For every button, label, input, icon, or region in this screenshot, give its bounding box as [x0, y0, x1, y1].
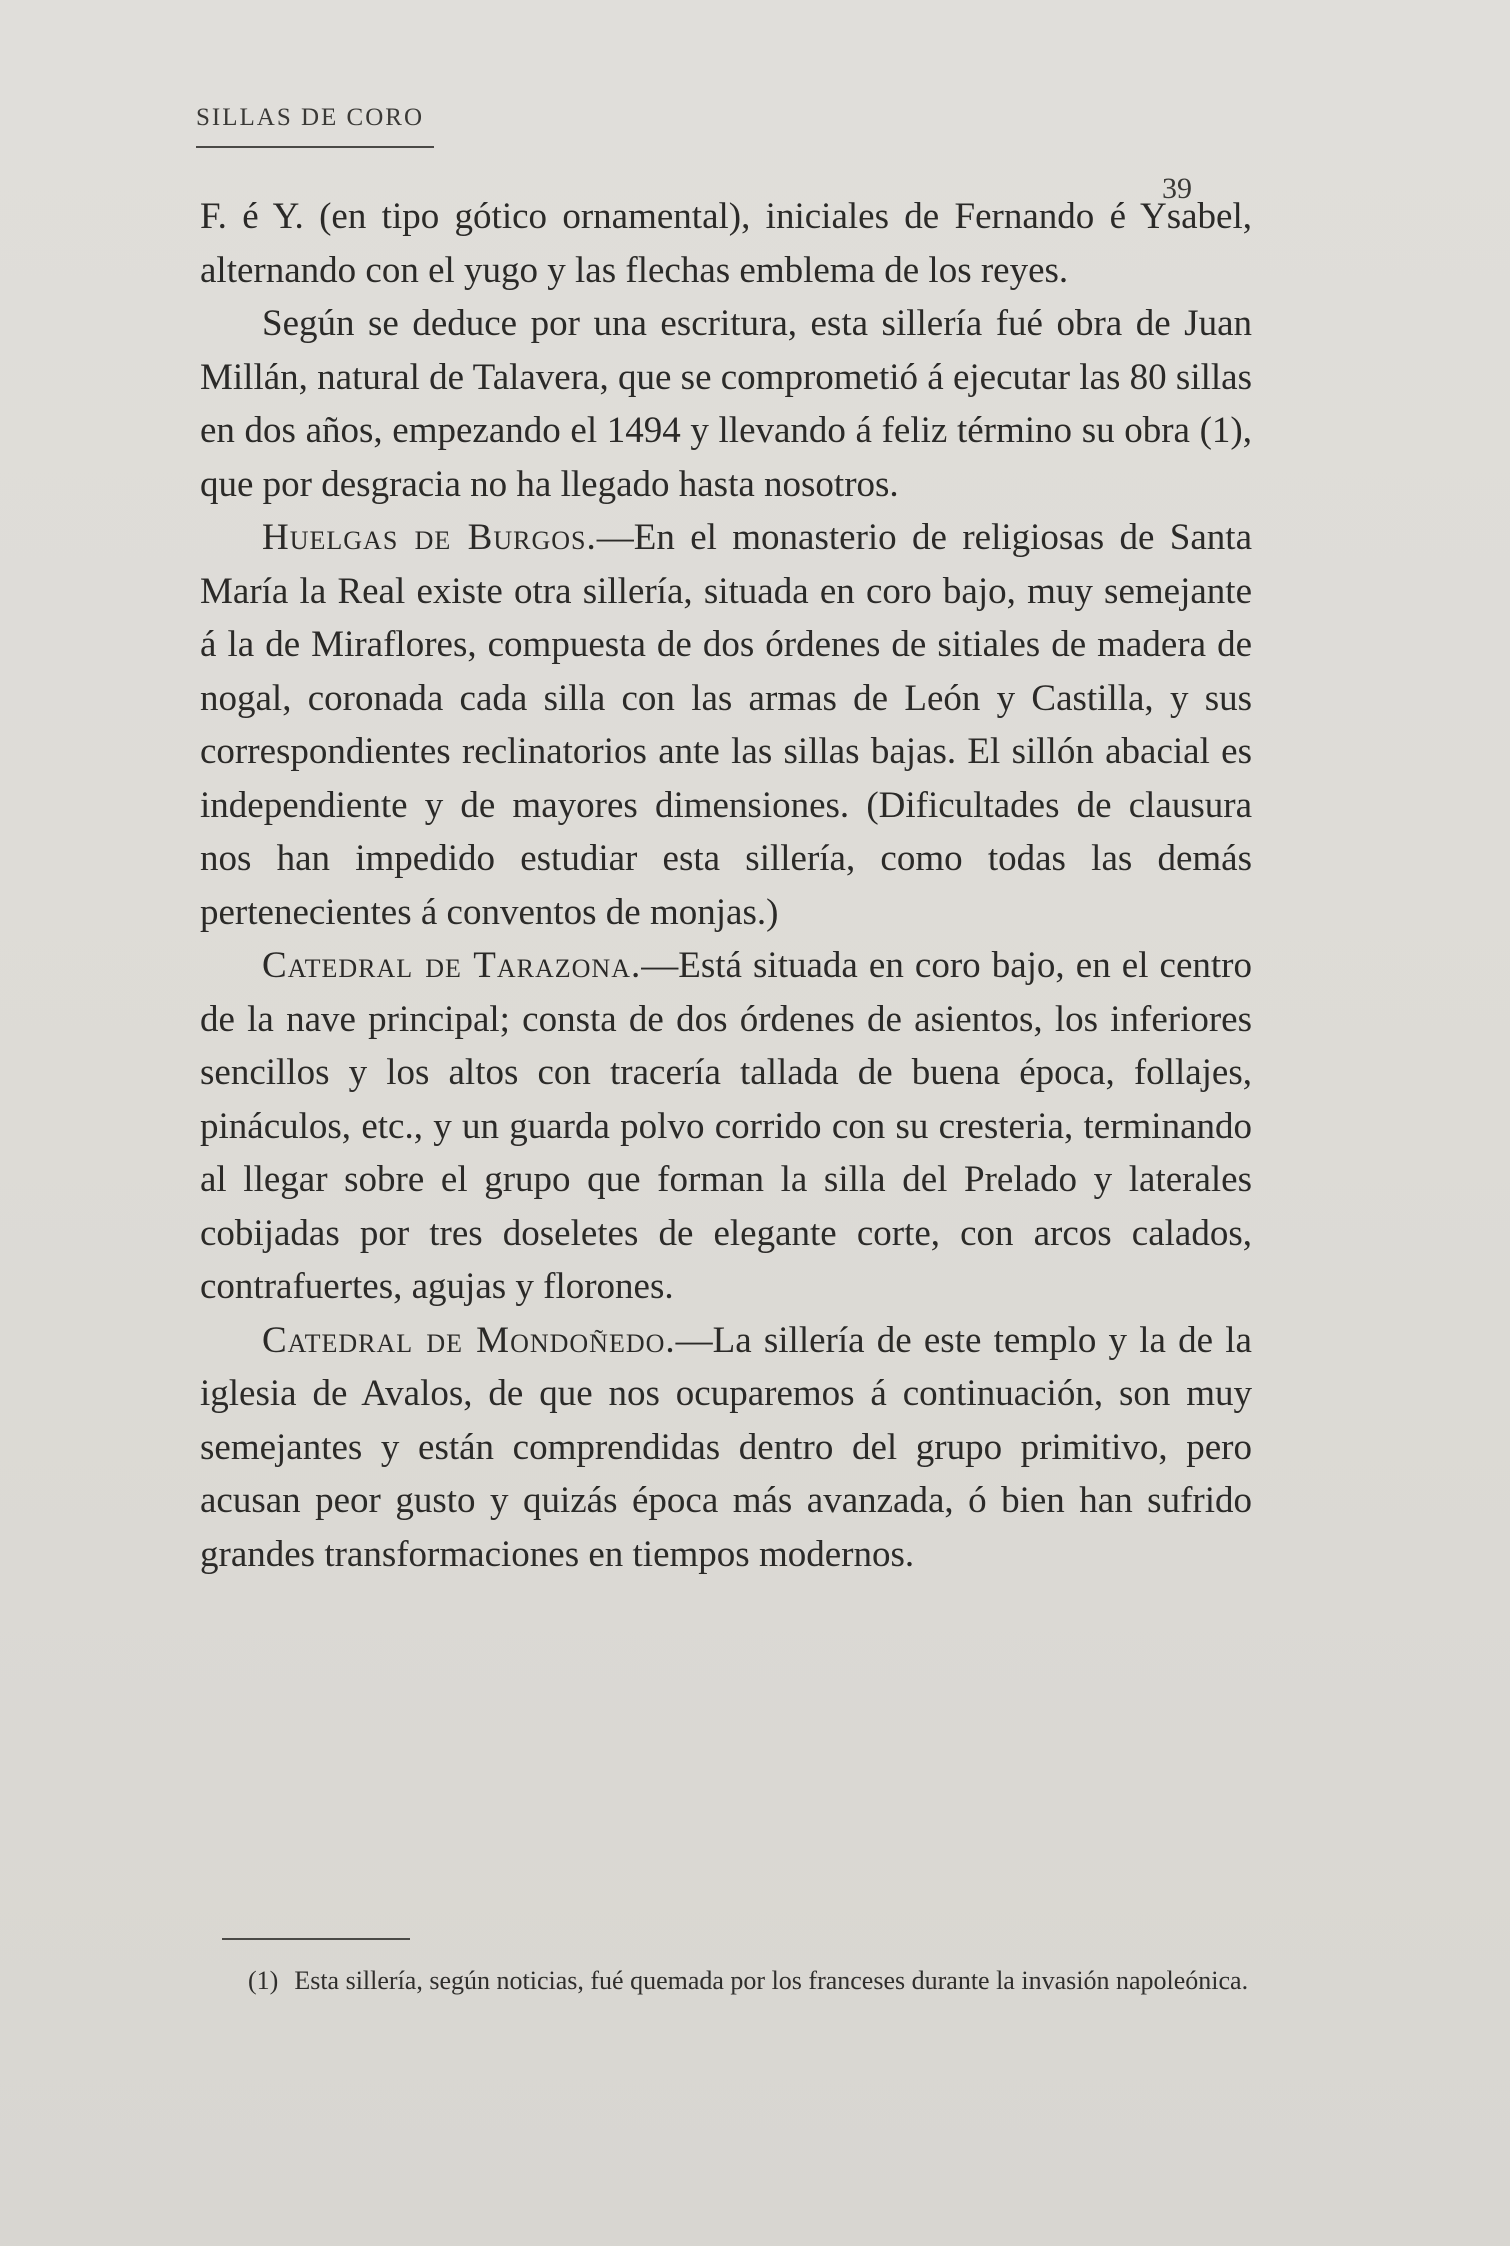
paragraph-text: Según se deduce por una escritura, esta sillería fué obra de Juan Millán, natural de Talavera, que se comprometió á ejecutar las 80 sillas en dos años, empezando el 1494 y llevando á feliz término su obra (1), que por desgracia no ha llegado hasta nosotros.: [200, 303, 1252, 505]
paragraph: [200, 297, 1252, 511]
footnote-mark: (1): [248, 1966, 279, 1995]
paragraph-text: —La sillería de este templo y la de la iglesia de Avalos, de que nos ocuparemos á continuación, son muy semejantes y están comprendidas dentro del grupo primitivo, pero acusan peor gusto y quizás época más avanzada, ó bien han sufrido grandes transformaciones en tiempos modernos.: [200, 1319, 1252, 1575]
paragraph-text: —En el monasterio de religiosas de Santa María la Real existe otra sillería, situada en coro bajo, muy semejante á la de Miraflores, compuesta de dos órdenes de sitiales de madera de nogal, coronada cada silla con las armas de León y Castilla, y sus correspondientes reclinatorios ante las sillas bajas. El sillón abacial es independiente y de mayores dimensiones. (Dificultades de clausura nos han impedido estudiar esta sillería, como todas las demás pertenecientes á conventos de monjas.): [200, 517, 1252, 933]
section-lead: Catedral de Mondoñedo.: [262, 1319, 676, 1361]
header-rule: [196, 146, 434, 148]
paragraph: [200, 511, 1252, 939]
page-number: 39: [1162, 172, 1192, 205]
footnote-text: Esta sillería, según noticias, fué quemada por los franceses durante la invasión napoleónica.: [294, 1966, 1249, 1995]
paragraph-text: F. é Y. (en tipo gótico ornamental), iniciales de Fernando é Ysabel, alternando con el yugo y las flechas emblema de los reyes.: [200, 196, 1252, 291]
section-lead: Catedral de Tarazona.: [262, 945, 642, 986]
section-lead: Huelgas de Burgos.: [262, 517, 597, 558]
paragraph: [200, 1314, 1252, 1582]
footnote-rule: [222, 1938, 410, 1940]
running-title: SILLAS DE CORO: [196, 104, 425, 131]
footnote: [220, 1956, 1260, 2006]
paragraph: [200, 190, 1252, 297]
paragraph-text: —Está situada en coro bajo, en el centro de la nave principal; consta de dos órdenes de asientos, los inferiores sencillos y los altos con tracería tallada de buena época, follajes, pináculos, etc., y un guarda polvo corrido con su cresteria, terminando al llegar sobre el grupo que forman la silla del Prelado y laterales cobijadas por tres doseletes de elegante corte, con arcos calados, contrafuertes, agujas y florones.: [200, 945, 1252, 1307]
body-text: [200, 190, 1252, 1581]
paragraph: [200, 939, 1252, 1314]
